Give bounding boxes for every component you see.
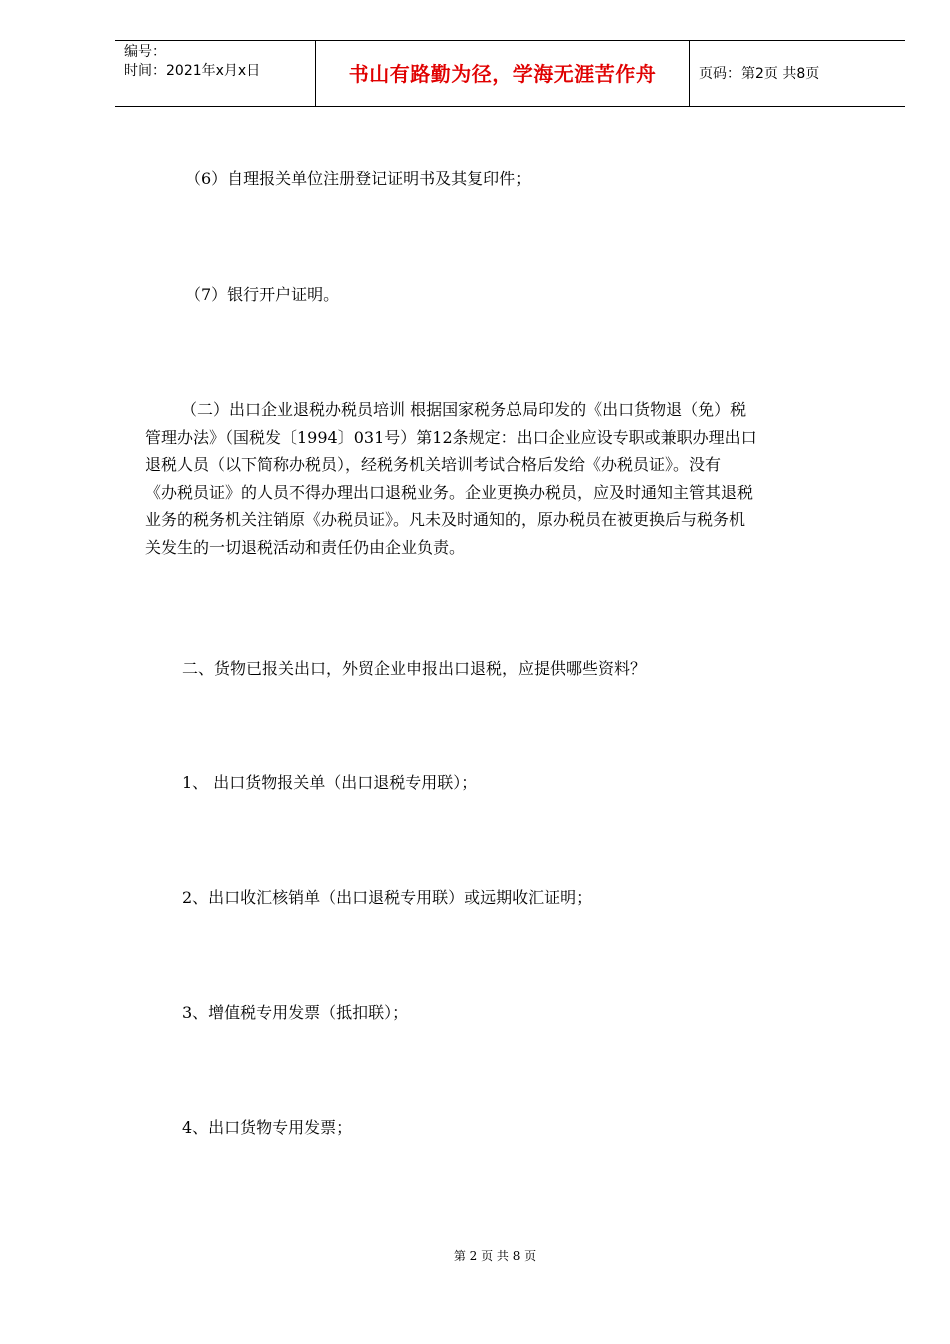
paragraph-line: 退税人员（以下简称办税员），经税务机关培训考试合格后发给《办税员证》。没有: [145, 455, 722, 475]
paragraph-line: 关发生的一切退税活动和责任仍由企业负责。: [145, 537, 466, 557]
section-2-paragraph: [145, 396, 880, 562]
item-7: （7）银行开户证明。: [185, 285, 340, 304]
document-number-label: 编号：: [124, 44, 166, 60]
item-6: （6）自理报关单位注册登记证明书及其复印件；: [185, 169, 532, 188]
paragraph-line: 业务的税务机关注销原《办税员证》。凡未及时通知的，原办税员在被更换后与税务机: [145, 510, 746, 530]
list-item-4: 4、出口货物专用发票；: [182, 1118, 353, 1137]
paragraph-line: 《办税员证》的人员不得办理出口退税业务。企业更换办税员，应及时通知主管其退税: [145, 482, 754, 502]
page-footer: 第 2 页 共 8 页: [453, 1249, 537, 1263]
list-item-1: 1、 出口货物报关单（出口退税专用联）；: [182, 773, 478, 792]
header-meta-cell: [115, 41, 316, 107]
document-date-label: 时间：2021年x月x日: [124, 63, 261, 79]
list-item-2: 2、出口收汇核销单（出口退税专用联）或远期收汇证明；: [182, 888, 593, 907]
header-motto: 书山有路勤为径，学海无涯苦作舟: [316, 41, 690, 107]
page-header: [115, 40, 905, 107]
header-page-info: 页码：第2页 共8页: [699, 66, 820, 82]
paragraph-line: 管理办法》（国税发〔1994〕031号）第12条规定：出口企业应设专职或兼职办理出口: [145, 427, 757, 447]
paragraph-line: （二）出口企业退税办税员培训 根据国家税务总局印发的《出口货物退（免）税: [181, 400, 747, 419]
list-item-3: 3、增值税专用发票（抵扣联）；: [182, 1003, 409, 1022]
question-2-heading: 二、货物已报关出口，外贸企业申报出口退税，应提供哪些资料？: [182, 659, 647, 678]
